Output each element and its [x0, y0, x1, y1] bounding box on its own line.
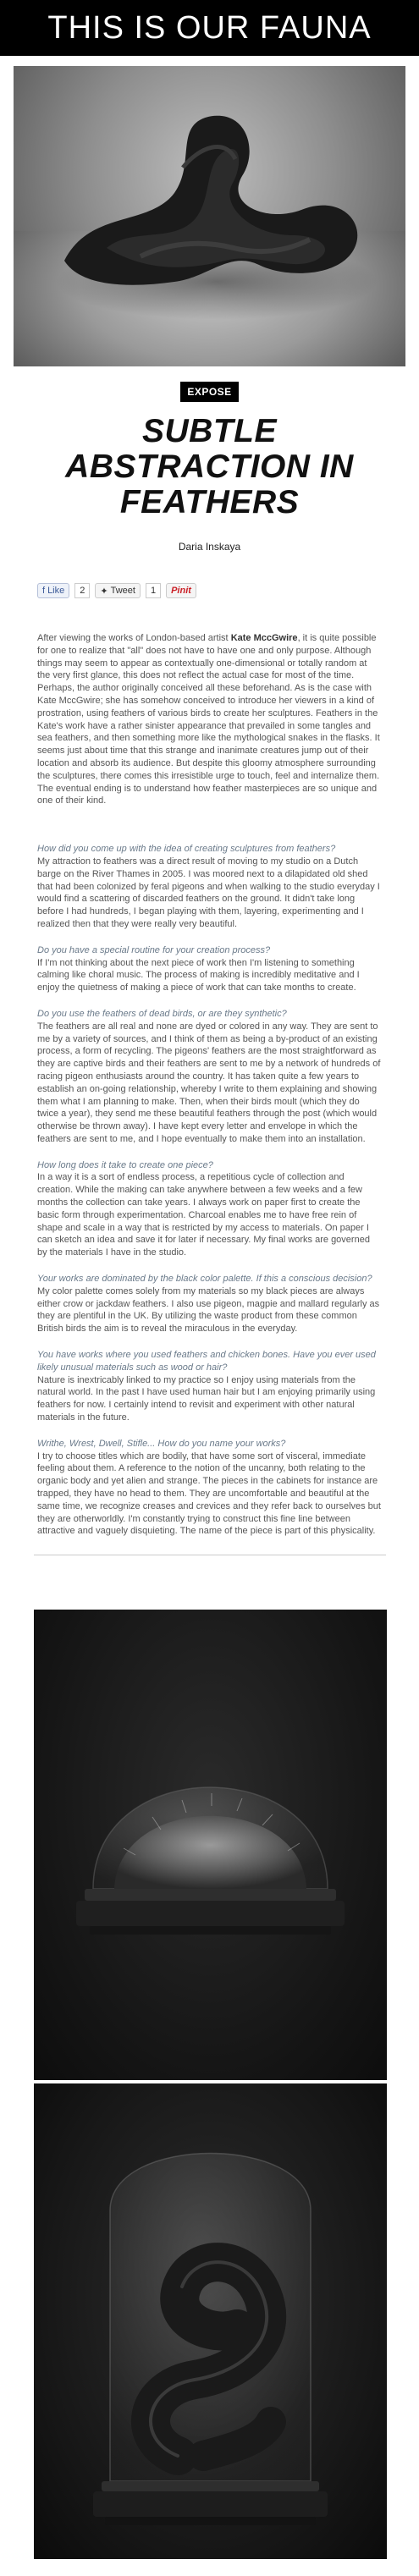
answer: In a way it is a sort of endless process, a repetitious cycle of collection and creation. While the making can take anywhere between a few weeks and a few months the collection can take years. I always work on paper first to create the basic form through experimentation. Charcoal enables me to have free rein of shape and scale in a way that is restricted by my access to materials. On paper I can sketch an idea and save it for later if necessary. My final works are governed by the materials I have in the studio. [37, 1172, 370, 1258]
gallery-image-dome [34, 1610, 387, 2080]
qa-gap [37, 1424, 382, 1438]
feather-dome-sculpture-image [34, 1610, 387, 2080]
question: How did you come up with the idea of creating sculptures from feathers? [37, 844, 336, 855]
masthead [0, 0, 419, 56]
site-title[interactable]: THIS IS OUR FAUNA [47, 9, 372, 46]
article-body [37, 632, 382, 1538]
answer: Nature is inextricably linked to my practice so I enjoy using materials from the natural world. In the past I have used human hair but I am enjoying primarily using feathers for now. I certainly intend to revisit and experiment with other natural materials in the future. [37, 1374, 376, 1423]
intro-paragraph [37, 632, 382, 807]
pin-label: Pinit [171, 586, 191, 596]
intro-text-start: After viewing the works of London-based artist [37, 633, 231, 643]
question: Do you use the feathers of dead birds, or are they synthetic? [37, 1008, 287, 1019]
like-count: 2 [74, 583, 90, 598]
intro-text-end: , it is quite possible for one to realize that "all" does not have to have one and only purpose. Although things may seem to appear as contextually one-dimensional or totally random at the very first glance, this does not reflect the actual case for most of the time. Perhaps, the author originally conceived all these beforehand. As is the case with Kate MccGwire; she has somehow conceived to introduce her viewers in a kind of prostration, using feathers of various birds to create her sculptures. Feathers in the Kate's work have a rather sinister appearance that prevailed in some tangles and sea feathers, and then something more like the mythological snakes in the flasks. It seems just about time that this strange and inanimate creatures jump out of their location and absorb its audience. But despite this gloomy atmosphere surrounding the sculptures, there comes this irresistible urge to touch, feel and internalize them. The eventual ending is to understand how feather masterpieces are so unique and one of their kind. [37, 633, 380, 806]
twitter-icon: ✦ [100, 586, 108, 597]
qa-gap [37, 1146, 382, 1159]
page-footer-space [0, 2559, 419, 2576]
gallery-image-knot [34, 2083, 387, 2559]
facebook-icon: f [42, 586, 46, 596]
answer: The feathers are all real and none are dyed or colored in any way. They are sent to me by a variety of sources, and I think of them as being a by-product of an existing process, a form of recycling. The pigeons' feathers are the most straightforward as they are captive birds and their feathers are sent to me by a network of hundreds of racing pigeon enthusiasts around the country. It has taken quite a few years to establish an on-going relationship, whereby I write to them explaining and showing them what I am planning to make. Then, when their birds moult (which they do twice a year), they send me these beautiful feathers through the post (which would otherwise be thrown away). I have kept every letter and envelope in which the feathers are sent to me, and I hope eventually to make them into an installation. [37, 1021, 381, 1144]
hero-image [14, 66, 405, 366]
tweet-count: 1 [146, 583, 161, 598]
facebook-like-button[interactable] [37, 583, 69, 598]
question: Your works are dominated by the black color palette. If this a conscious decision? [37, 1274, 372, 1285]
qa-gap [37, 1335, 382, 1349]
qa-gap [37, 994, 382, 1008]
tweet-label: Tweet [110, 586, 135, 596]
question: Writhe, Wrest, Dwell, Stifle... How do you name your works? [37, 1438, 286, 1449]
category-wrapper [0, 382, 419, 402]
artist-link[interactable]: Kate MccGwire [230, 633, 298, 643]
feather-knot-bell-jar-image [34, 2083, 387, 2559]
question: Do you have a special routine for your creation process? [37, 944, 271, 955]
tweet-button[interactable] [95, 583, 141, 598]
answer: I try to choose titles which are bodily, that have some sort of visceral, immediate feeling about them. A reference to the notion of the uncanny, both relating to the organic body and yet alien and strange. The pieces in the cabinets for instance are trapped, they have no head to them. They are uncomfortable and beautiful at the same time, we recognize creases and crevices and they refer back to ourselves but they are otherworldly. I'm constantly trying to construct this fine line between attractive and vaguely disquieting. The name of the piece is part of this physicality. [37, 1450, 381, 1537]
article-author[interactable]: Daria Inskaya [178, 541, 241, 553]
answer: If I'm not thinking about the next piece of work then I'm listening to something calming like choral music. The process of making is incredibly meditative and I enjoy the quietness of making a piece of work that can take months to create. [37, 957, 360, 994]
social-share-bar [37, 581, 419, 600]
category-badge[interactable]: EXPOSE [180, 382, 238, 402]
pinterest-button[interactable] [166, 583, 196, 598]
feather-sculpture-image [14, 66, 405, 366]
article-title: SUBTLE ABSTRACTION IN FEATHERS [65, 413, 354, 520]
answer: My color palette comes solely from my materials so my black pieces are always either crow or jackdaw feathers. I also use pigeon, magpie and mallard regularly as they are plentiful in the UK. By utilizing the waste product from these common British birds the aim is to reveal the miraculous in the everyday. [37, 1285, 380, 1335]
section-gap [37, 807, 382, 843]
qa-gap [37, 931, 382, 944]
qa-gap [37, 1259, 382, 1273]
question: How long does it take to create one piece? [37, 1159, 213, 1170]
answer: My attraction to feathers was a direct result of moving to my studio on a Dutch barge on the River Thames in 2005. I was moored next to a dilapidated old shed that had been colonized by feral pigeons and when walking to the studio everyday I would find a scattering of discarded feathers on the ground. It didn't take long before I had hundreds, I began playing with them, layering, experimenting and I realized then that they were really very beautiful. [37, 856, 380, 929]
like-label: Like [47, 586, 65, 596]
question: You have works where you used feathers and chicken bones. Have you ever used likely unusual materials such as wood or hair? [37, 1350, 376, 1373]
